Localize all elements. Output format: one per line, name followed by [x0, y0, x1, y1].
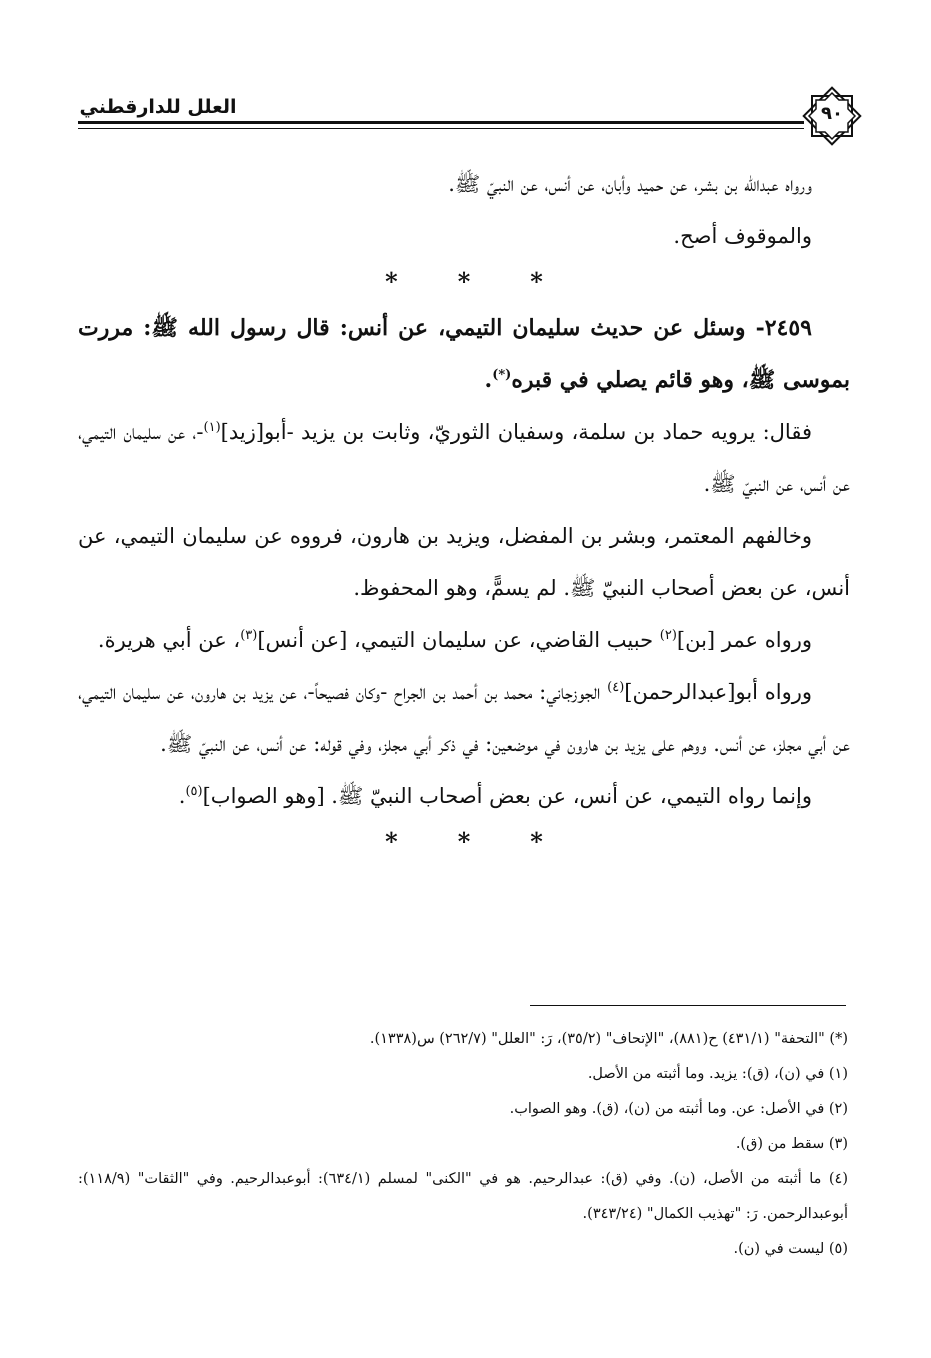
- paragraph-text: ورواه أبو[عبدالرحمن]: [624, 680, 812, 704]
- section-separator: [78, 262, 850, 302]
- footnote-ref: (٢): [659, 628, 677, 643]
- footnote: (٣) سقط من (ق).: [735, 1136, 848, 1152]
- separator-star: *: [530, 827, 543, 856]
- paragraph-text: حبيب القاضي، عن سليمان التيمي، [عن أنس]: [257, 628, 660, 652]
- paragraph-text: -، عن سليمان التيمي، عن أنس، عن النبيّ ﷺ.: [78, 420, 850, 496]
- paragraph-text: ، عن أبي هريرة.: [97, 628, 241, 652]
- paragraph: ورواه عبدالله بن بشر، عن حميد وأبان، عن أنس، عن النبيّ ﷺ.: [448, 172, 812, 196]
- footnote: (٥) ليست في (ن).: [733, 1241, 848, 1257]
- paragraph-text: الجوزجاني: محمد بن أحمد بن الجراح -وكان فصيحاً-، عن يزيد بن هارون، عن سليمان التيمي، عن أبي مجلز، عن أنس. ووهم على يزيد بن هارون في موضعين: في ذكر أبي مجلز، وفي قوله: عن أنس، عن النبيّ ﷺ.: [78, 680, 850, 756]
- section-separator: [78, 822, 850, 862]
- main-text: [78, 158, 850, 862]
- separator-star: *: [457, 267, 471, 296]
- footnote-ref: (٤): [607, 680, 625, 695]
- page-number: ٩٠: [821, 103, 843, 124]
- paragraph-text: وإنما رواه التيمي، عن أنس، عن بعض أصحاب النبيّ ﷺ. [وهو الصواب]: [202, 784, 812, 808]
- footnote: (٢) في الأصل: عن. وما أثبته من (ن)، (ق). وهو الصواب.: [509, 1101, 848, 1117]
- paragraph: [78, 406, 850, 510]
- separator-star: *: [385, 827, 398, 856]
- footnote: (*) "التحفة" (٤٣١/١) ح(٨٨١)، "الإتحاف" (٣٥/٢)، رَ: "العلل" (٢٦٢/٧) س(١٣٣٨).: [369, 1031, 848, 1047]
- footnote-ref: (٣): [240, 628, 258, 643]
- paragraph-text: فقال: يرويه حماد بن سلمة، وسفيان الثوريّ، وثابت بن يزيد -أبو[زيد]: [220, 420, 812, 444]
- header-rule-thick: [78, 121, 804, 124]
- footnote-ref: (١): [203, 420, 221, 435]
- paragraph: وخالفهم المعتمر، وبشر بن المفضل، ويزيد بن هارون، فرووه عن سليمان التيمي، عن أنس، عن بعض أصحاب النبيّ ﷺ. لم يسمًّ، وهو المحفوظ.: [78, 524, 850, 600]
- running-title: العلل للدارقطني: [79, 96, 237, 118]
- footnote: (١) في (ن)، (ق): يزيد. وما أثبته من الأصل.: [587, 1066, 848, 1082]
- paragraph: [78, 614, 850, 666]
- paragraph: والموقوف أصح.: [673, 224, 812, 248]
- header-rule-thin: [78, 128, 804, 129]
- entry-heading: ٢٤٥٩- وسئل عن حديث سليمان التيمي، عن أنس: قال رسول الله ﷺ: مررت بموسى ﷺ، وهو قائم يصلي في قبره(*).: [78, 315, 850, 393]
- entry-number: ٢٤٥٩: [764, 315, 812, 341]
- paragraph-text: ورواه عمر [بن]: [676, 628, 812, 652]
- footnote-ref: (٥): [185, 784, 203, 799]
- footnotes: [78, 1022, 848, 1267]
- footnote: (٤) ما أثبته من الأصل، (ن). وفي (ق): عبدالرحيم. هو في "الكنى" لمسلم (٦٣٤/١): أبوعبدالرحيم. وفي "الثقات" (١١٨/٩): أبوعبدالرحمن. رَ: "تهذيب الكمال" (٣٤٣/٢٤).: [78, 1171, 848, 1222]
- separator-star: *: [530, 267, 543, 296]
- paragraph: وإنما رواه التيمي، عن أنس، عن بعض أصحاب النبيّ ﷺ. [وهو الصواب]$^{(٥)}$.: [178, 784, 812, 808]
- separator-star: *: [385, 267, 398, 296]
- entry-question: - وسئل عن حديث سليمان التيمي، عن أنس: قال رسول الله ﷺ: مررت بموسى ﷺ، وهو قائم يصلي في قبره: [78, 315, 850, 393]
- separator-star: *: [457, 827, 471, 856]
- footnote-ref: (*): [492, 367, 512, 383]
- page-number-badge: [800, 84, 864, 148]
- paragraph: [78, 666, 850, 770]
- footnote-rule: [530, 1005, 846, 1006]
